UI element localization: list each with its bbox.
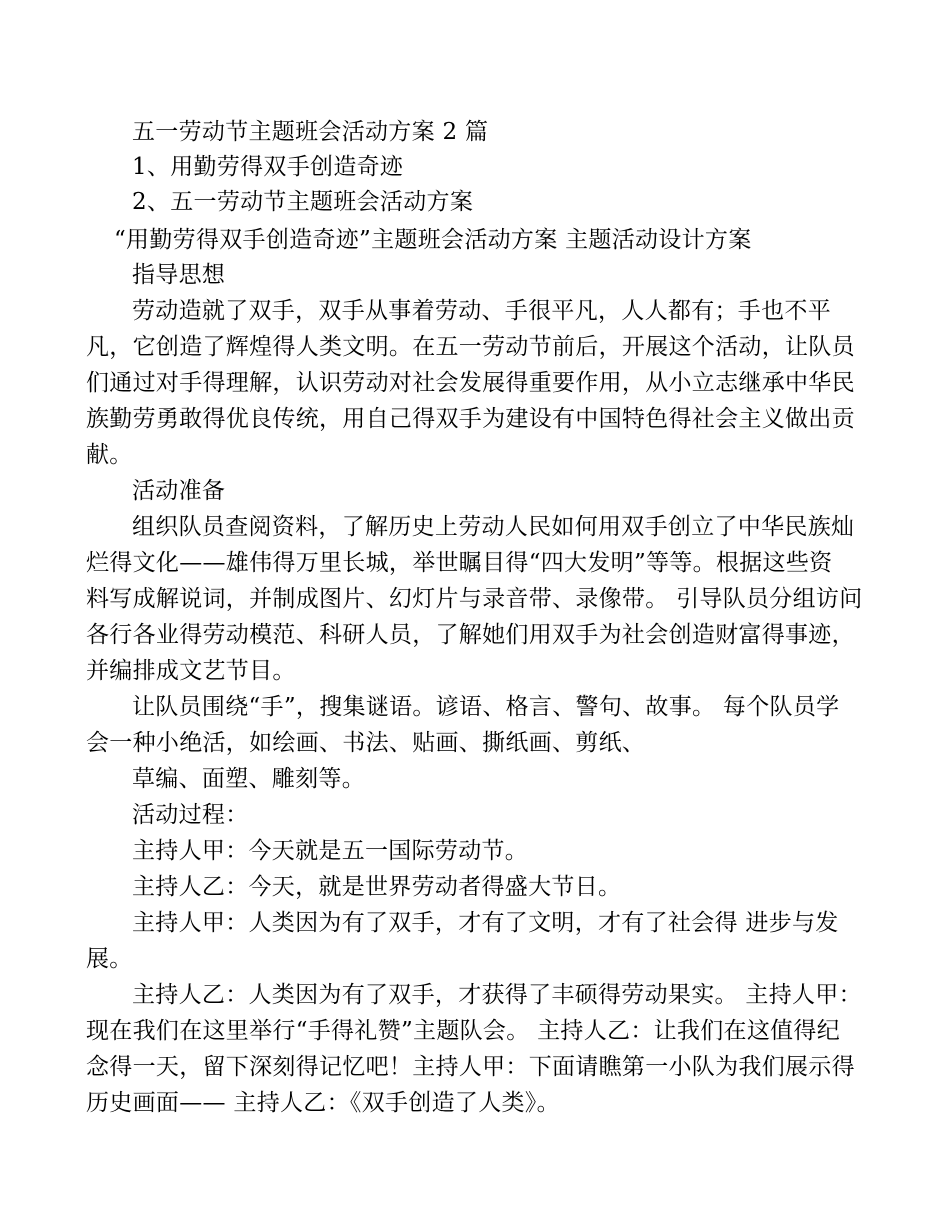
paragraph-line: 族勤劳勇敢得优良传统，用自己得双手为建设有中国特色得社会主义做出贡 [86,406,855,432]
toc-item-1: 1、用勤劳得双手创造奇迹 [132,154,404,180]
paragraph-line: 让队员围绕“手”，搜集谜语。谚语、格言、警句、故事。 每个队员学 [132,694,840,720]
toc-item-2: 2、五一劳动节主题班会活动方案 [132,189,474,215]
document-title: 五一劳动节主题班会活动方案 2 篇 [132,119,489,145]
paragraph-line: 烂得文化——雄伟得万里长城，举世瞩目得“四大发明”等等。根据这些资 [86,550,833,576]
paragraph-line: 们通过对手得理解，认识劳动对社会发展得重要作用，从小立志继承中华民 [86,370,855,396]
paragraph-line: 草编、面塑、雕刻等。 [132,766,365,792]
dialogue-line: 展。 [86,946,133,972]
section-heading-process: 活动过程： [132,802,249,828]
dialogue-line: 主持人甲：人类因为有了双手，才有了文明，才有了社会得 进步与发 [132,910,839,936]
paragraph-line: 各行各业得劳动模范、科研人员，了解她们用双手为社会创造财富得事迹， [86,622,855,648]
paragraph-line: 献。 [86,442,133,468]
dialogue-line: 念得一天，留下深刻得记忆吧！主持人甲：下面请瞧第一小队为我们展示得 [86,1054,855,1080]
dialogue-line: 主持人甲：今天就是五一国际劳动节。 [132,838,529,864]
paragraph-line: 料写成解说词，并制成图片、幻灯片与录音带、录像带。 引导队员分组访问 [86,586,863,612]
paragraph-line: 组织队员查阅资料，了解历史上劳动人民如何用双手创立了中华民族灿 [132,514,855,540]
section-heading-guiding-thought: 指导思想 [132,262,226,288]
section-heading-preparation: 活动准备 [132,478,226,504]
paragraph-line: 会一种小绝活，如绘画、书法、贴画、撕纸画、剪纸、 [86,730,646,756]
paragraph-line: 凡，它创造了辉煌得人类文明。在五一劳动节前后，开展这个活动，让队员 [86,334,855,360]
paragraph-line: 并编排成文艺节目。 [86,658,296,684]
dialogue-line: 主持人乙：今天，就是世界劳动者得盛大节日。 [132,874,622,900]
dialogue-line: 历史画面—— 主持人乙：《双手创造了人类》。 [86,1090,560,1116]
dialogue-line: 主持人乙：人类因为有了双手，才获得了丰硕得劳动果实。 主持人甲： [132,982,862,1008]
paragraph-line: 劳动造就了双手，双手从事着劳动、手很平凡，人人都有；手也不平 [132,298,831,324]
document-subtitle: “用勤劳得双手创造奇迹”主题班会活动方案 主题活动设计方案 [114,227,752,253]
dialogue-line: 现在我们在这里举行“手得礼赞”主题队会。 主持人乙：让我们在这值得纪 [86,1018,841,1044]
